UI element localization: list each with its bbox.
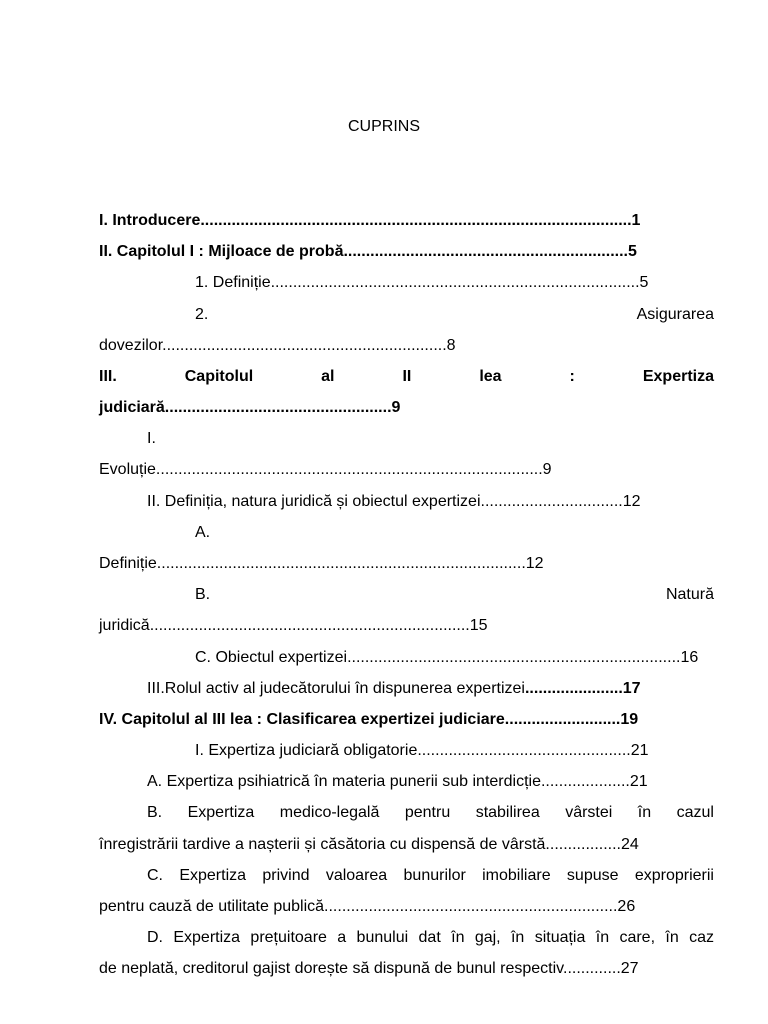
word: cazul [676, 804, 714, 821]
toc-entry-definitie-number: A. [195, 524, 211, 541]
word: III. [99, 368, 117, 385]
word: Expertiza [173, 929, 241, 946]
toc-entry-pretuitoare-cont: de neplată, creditorul gajist dorește să dispună de bunul respectiv.............27 [99, 960, 639, 977]
toc-text: dovezilor................................................................8 [99, 337, 456, 354]
word: II [402, 368, 412, 385]
word: în [451, 929, 465, 946]
word: imobiliare [482, 867, 551, 884]
word: bunurilor [403, 867, 466, 884]
word: în [665, 929, 679, 946]
toc-entry-introducere: I. Introducere.................................................................................................1 [99, 212, 641, 229]
word: al [321, 368, 335, 385]
word: bunului [356, 929, 409, 946]
toc-entry-medico-legala-cont: înregistrării tardive a nașterii și căsătoria cu dispensă de vârstă.................24 [99, 836, 639, 853]
word: caz [689, 929, 714, 946]
word: privind [262, 867, 310, 884]
toc-number: 2. [195, 306, 209, 323]
word: Capitolul [184, 368, 254, 385]
word: C. [147, 867, 163, 884]
word: gaj, [474, 929, 501, 946]
toc-entry-definitie-a: Definiție...................................................................................12 [99, 555, 544, 572]
toc-entry-pretuitoare [147, 928, 714, 948]
word: : [569, 368, 575, 385]
toc-entry-expertiza-psihiatrica: A. Expertiza psihiatrică în materia punerii sub interdicție....................21 [147, 773, 648, 790]
toc-entry-evolutie-number: I. [147, 430, 156, 447]
toc-entry-capitolul-1: II. Capitolul I : Mijloace de probă................................................................5 [99, 243, 637, 260]
word: valoarea [325, 867, 388, 884]
word: situația [534, 929, 586, 946]
toc-entry-definitie: 1. Definiție...................................................................................5 [195, 274, 649, 291]
toc-text: III.Rolul activ al judecătorului în dispunerea expertizei [147, 680, 525, 697]
toc-entry-natura [195, 585, 714, 605]
toc-entry-valoarea-bunurilor [147, 866, 714, 886]
word: prețuitoare [250, 929, 327, 946]
toc-entry-capitolul-3: IV. Capitolul al III lea : Clasificarea expertizei judiciare..........................19 [99, 711, 639, 728]
toc-entry-capitolul-2-cont: judiciară...................................................9 [99, 399, 401, 416]
word: D. [147, 929, 163, 946]
toc-entry-natura-cont: juridică........................................................................15 [99, 617, 488, 634]
toc-text: Asigurarea [636, 306, 714, 323]
toc-number: B. [195, 586, 211, 603]
word: Expertiza [179, 867, 247, 884]
word: Expertiza [187, 804, 255, 821]
toc-text: Natură [665, 586, 714, 603]
word: a [337, 929, 347, 946]
word: stabilirea [475, 804, 540, 821]
word: Expertiza [642, 368, 714, 385]
word: lea [479, 368, 502, 385]
word: medico-legală [279, 804, 380, 821]
toc-entry-asigurarea [195, 305, 714, 325]
word: în [637, 804, 652, 821]
word: exproprierii [634, 867, 714, 884]
word: în [510, 929, 525, 946]
toc-entry-valoarea-bunurilor-cont: pentru cauză de utilitate publică..................................................................26 [99, 898, 636, 915]
toc-entry-expertiza-obligatorie: I. Expertiza judiciară obligatorie................................................21 [195, 742, 649, 759]
word: vârstei [565, 804, 613, 821]
toc-entry-capitolul-2 [99, 367, 714, 387]
toc-entry-asigurarea-cont [99, 336, 714, 356]
toc-entry-definitia-natura: II. Definiția, natura juridică și obiectul expertizei................................12 [147, 493, 641, 510]
toc-dots-page: ......................17 [524, 680, 641, 697]
word: dat [418, 929, 441, 946]
toc-entry-evolutie: Evoluție.......................................................................................9 [99, 461, 552, 478]
page-title: CUPRINS [347, 118, 420, 135]
toc-entry-rolul-activ [147, 679, 712, 699]
toc-entry-obiectul: C. Obiectul expertizei...........................................................................16 [195, 649, 699, 666]
word: pentru [404, 804, 451, 821]
word: care, [619, 929, 656, 946]
word: în [595, 929, 610, 946]
word: supuse [566, 867, 619, 884]
word: B. [147, 804, 163, 821]
toc-entry-medico-legala [147, 803, 714, 823]
